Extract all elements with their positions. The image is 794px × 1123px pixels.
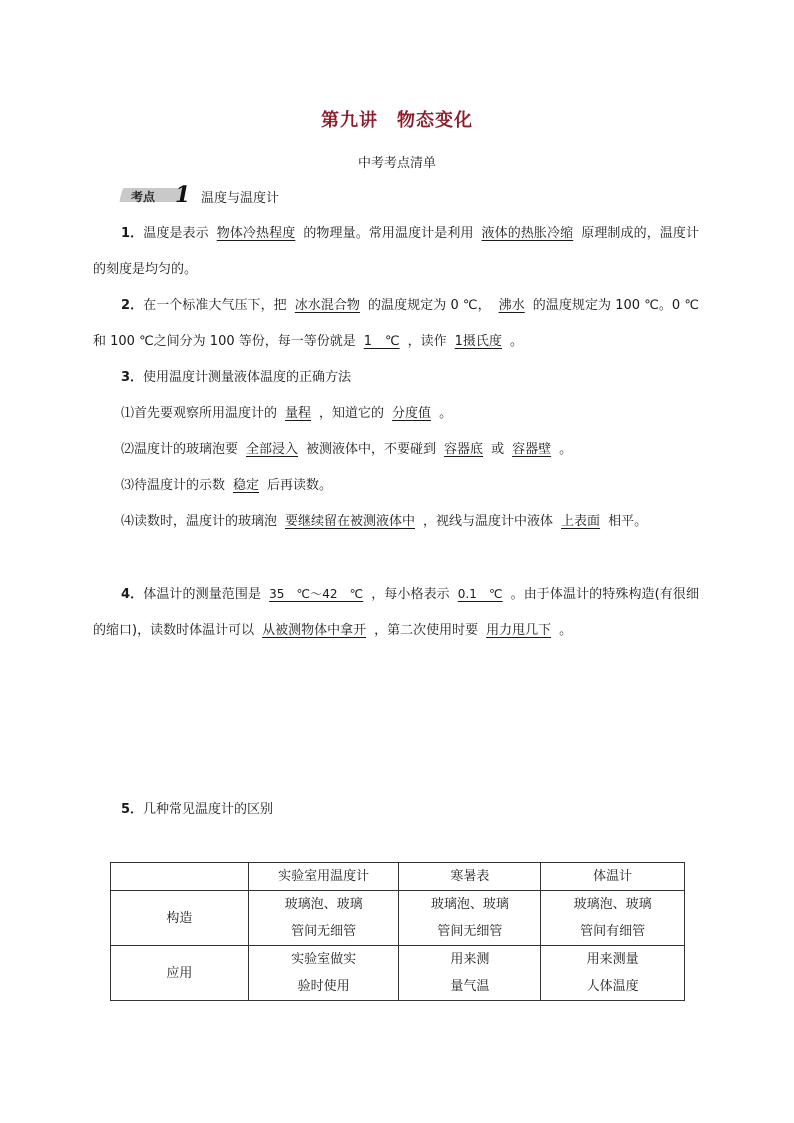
blank-answer: 上表面 xyxy=(561,514,601,529)
blank-answer: 要继续留在被测液体中 xyxy=(285,514,416,529)
blank-answer: 0.1 ℃ xyxy=(457,587,503,601)
paragraph-4: 4．体温计的测量范围是 35 ℃～42 ℃ ，每小格表示 0.1 ℃ 。由于体温计的特殊构造(有很细的缩口)，读数时体温计可以 从被测物体中拿开 ，第二次使用时要 用力甩几下 。 xyxy=(93,587,699,638)
blank-answer: 1 ℃ xyxy=(363,334,400,349)
table-header-cell: 寒暑表 xyxy=(399,863,541,891)
table-header-cell xyxy=(111,863,249,891)
blank-answer: 容器壁 xyxy=(512,442,552,457)
blank-answer: 全部浸入 xyxy=(246,442,299,457)
section-subtitle: 中考考点清单 xyxy=(357,156,436,171)
table-row xyxy=(111,891,685,946)
item-number: 1． xyxy=(121,226,144,241)
blank-answer: 35 ℃～42 ℃ xyxy=(269,587,364,601)
table-cell: 用来测 量气温 xyxy=(399,946,541,1001)
item-number: 5． xyxy=(121,802,144,817)
sub-item-1: ⑴首先要观察所用温度计的 量程 ，知道它的 分度值 。 xyxy=(121,406,453,421)
blank-answer: 量程 xyxy=(285,406,312,421)
table-cell: 玻璃泡、玻璃 管间有细管 xyxy=(541,891,685,946)
blank-answer: 稳定 xyxy=(233,478,260,493)
table-header-cell: 实验室用温度计 xyxy=(248,863,399,891)
table-cell: 玻璃泡、玻璃 管间无细管 xyxy=(248,891,399,946)
sub-item-4: ⑷读数时，温度计的玻璃泡 要继续留在被测液体中 ，视线与温度计中液体 上表面 相平。 xyxy=(121,514,648,529)
paragraph-5: 5．几种常见温度计的区别 xyxy=(121,802,274,817)
row-label: 构造 xyxy=(111,891,249,946)
blank-answer: 分度值 xyxy=(392,406,432,421)
paragraph-3: 3．使用温度计测量液体温度的正确方法 xyxy=(121,370,352,385)
table-header-row xyxy=(111,863,685,891)
blank-answer: 冰水混合物 xyxy=(294,298,360,313)
table-header-cell: 体温计 xyxy=(541,863,685,891)
badge-number: 1 xyxy=(175,182,191,208)
item-number: 4． xyxy=(121,587,144,602)
paragraph-2: 2．在一个标准大气压下，把 冰水混合物 的温度规定为 0 ℃， 沸水 的温度规定为 100 ℃。0 ℃和 100 ℃之间分为 100 等份，每一等份就是 1 ℃ ，读作 1摄氏度 。 xyxy=(93,298,699,349)
blank-answer: 用力甩几下 xyxy=(486,623,552,638)
table-cell: 玻璃泡、玻璃 管间无细管 xyxy=(399,891,541,946)
blank-answer: 物体冷热程度 xyxy=(216,226,296,241)
table-row xyxy=(111,946,685,1001)
table-cell: 用来测量 人体温度 xyxy=(541,946,685,1001)
kaodian-badge xyxy=(121,182,197,208)
page-title: 第九讲 物态变化 xyxy=(321,110,473,131)
item-number: 2． xyxy=(121,298,144,313)
sub-item-2: ⑵温度计的玻璃泡要 全部浸入 被测液体中，不要碰到 容器底 或 容器壁 。 xyxy=(121,442,573,457)
table-cell: 实验室做实 验时使用 xyxy=(248,946,399,1001)
item-number: 3． xyxy=(121,370,144,385)
kaodian-label: 温度与温度计 xyxy=(201,190,280,206)
badge-tag: 考点 xyxy=(131,190,156,204)
kaodian-heading xyxy=(121,182,280,208)
blank-answer: 从被测物体中拿开 xyxy=(262,623,367,638)
blank-answer: 沸水 xyxy=(498,298,525,313)
blank-answer: 容器底 xyxy=(444,442,484,457)
blank-answer: 液体的热胀冷缩 xyxy=(481,226,574,241)
sub-item-3: ⑶待温度计的示数 稳定 后再读数。 xyxy=(121,478,333,493)
row-label: 应用 xyxy=(111,946,249,1001)
thermometer-comparison-table xyxy=(110,862,685,1001)
blank-answer: 1摄氏度 xyxy=(454,334,502,349)
paragraph-1: 1．温度是表示 物体冷热程度 的物理量。常用温度计是利用 液体的热胀冷缩 原理制成的，温度计的刻度是均匀的。 xyxy=(93,226,699,277)
